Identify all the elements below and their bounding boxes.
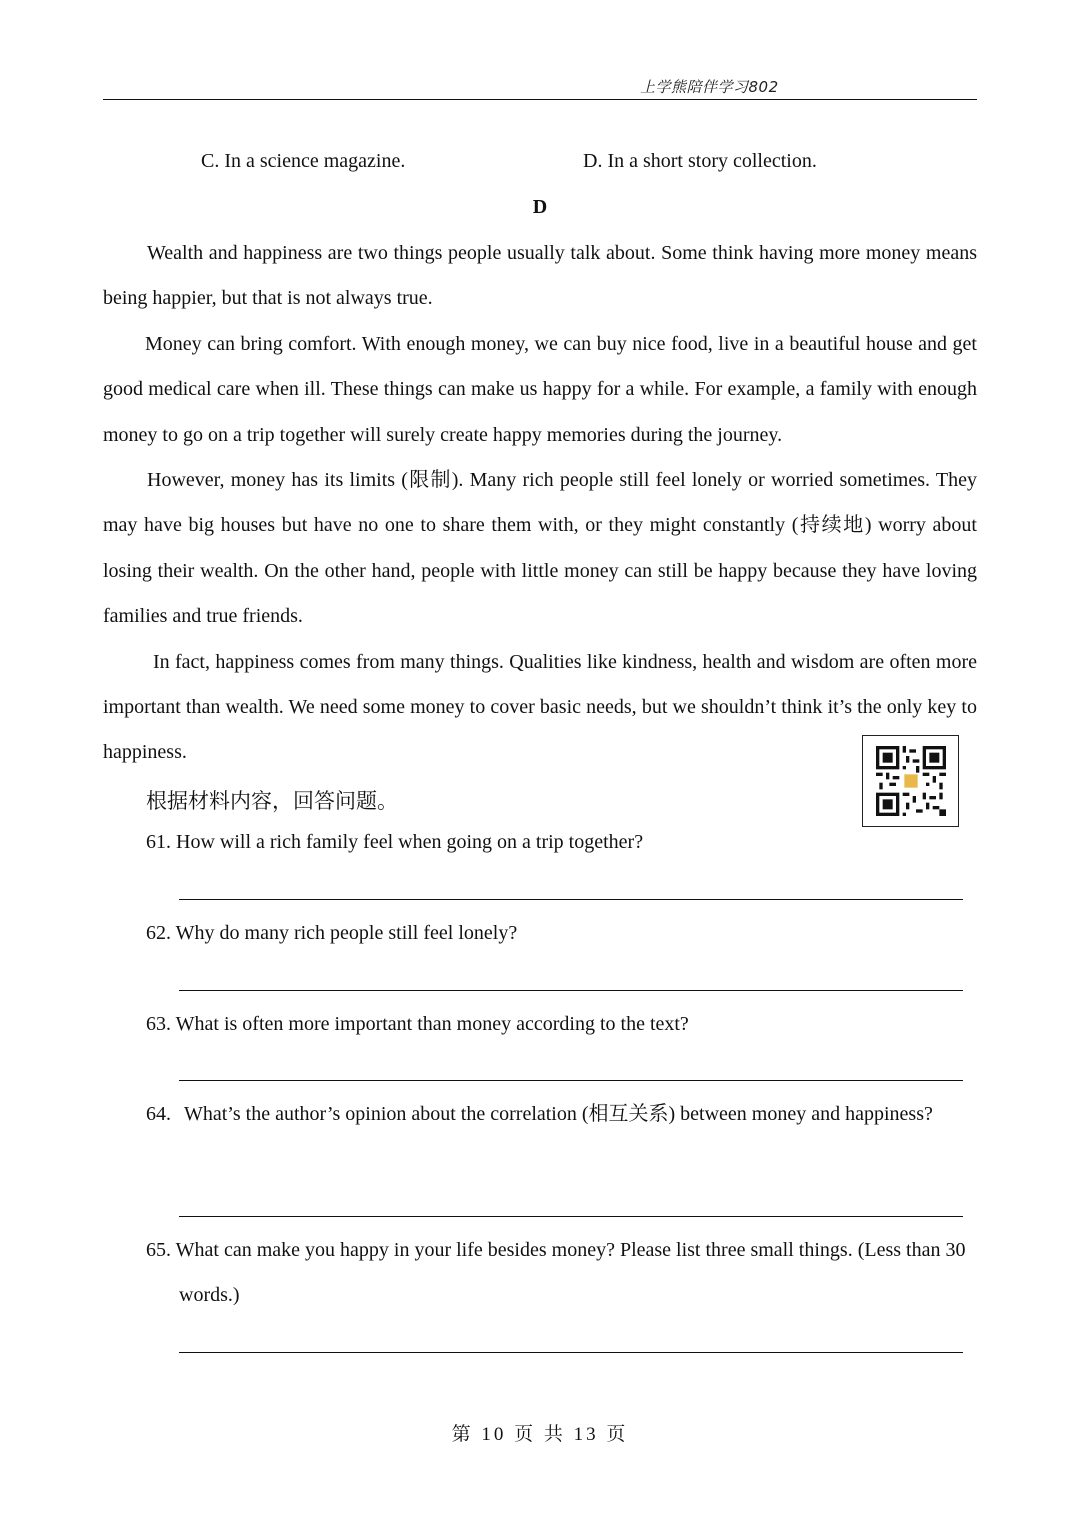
answer-line-64[interactable] <box>179 1216 963 1217</box>
passage-paragraph: Money can bring comfort. With enough money, we can buy nice food, live in a beautiful house and get good medical care when ill. These things can make us happy for a while. For example, a family with enough money to go on a trip together will surely create happy memories during the journey. <box>103 332 977 446</box>
option-c: C. In a science magazine. <box>201 150 406 172</box>
reading-passage <box>103 231 977 776</box>
question-61: 61. How will a rich family feel when going on a trip together? <box>146 831 644 853</box>
passage-paragraph: However, money has its limits (限制). Many rich people still feel lonely or worried sometimes. They may have big houses but have no one to share them with, or they might constantly (持续地) worry about losing their wealth. On the other hand, people with little money can still be happy because they have loving families and true friends. <box>103 469 977 628</box>
answer-line-62[interactable] <box>179 990 963 991</box>
qr-code-box <box>862 735 959 827</box>
passage-paragraph: In fact, happiness comes from many things. Qualities like kindness, health and wisdom are often more important than wealth. We need some money to cover basic needs, but we shouldn’t think it’s the only key to happiness. <box>103 650 977 764</box>
qr-code-icon <box>876 746 946 816</box>
section-heading: D <box>532 196 548 218</box>
instruction-text: 根据材料内容，回答问题。 <box>146 789 398 813</box>
header-divider <box>103 99 977 100</box>
question-62: 62. Why do many rich people still feel lonely? <box>146 922 518 944</box>
question-64: What’s the author’s opinion about the correlation (相互关系) between money and happiness? <box>184 1103 933 1125</box>
question-64-number: 64. <box>146 1103 171 1125</box>
question-63: 63. What is often more important than money according to the text? <box>146 1013 689 1035</box>
answer-line-61[interactable] <box>179 899 963 900</box>
passage-paragraph: Wealth and happiness are two things people usually talk about. Some think having more money means being happier, but that is not always true. <box>103 242 977 310</box>
page-header-text: 上学熊陪伴学习802 <box>640 78 779 96</box>
option-d: D. In a short story collection. <box>583 150 817 172</box>
answer-line-65[interactable] <box>179 1352 963 1353</box>
question-65: 65. What can make you happy in your life besides money? Please list three small things. (Less than 30 words.) <box>146 1239 966 1307</box>
page-number: 第 10 页 共 13 页 <box>451 1424 629 1445</box>
answer-line-63[interactable] <box>179 1080 963 1081</box>
